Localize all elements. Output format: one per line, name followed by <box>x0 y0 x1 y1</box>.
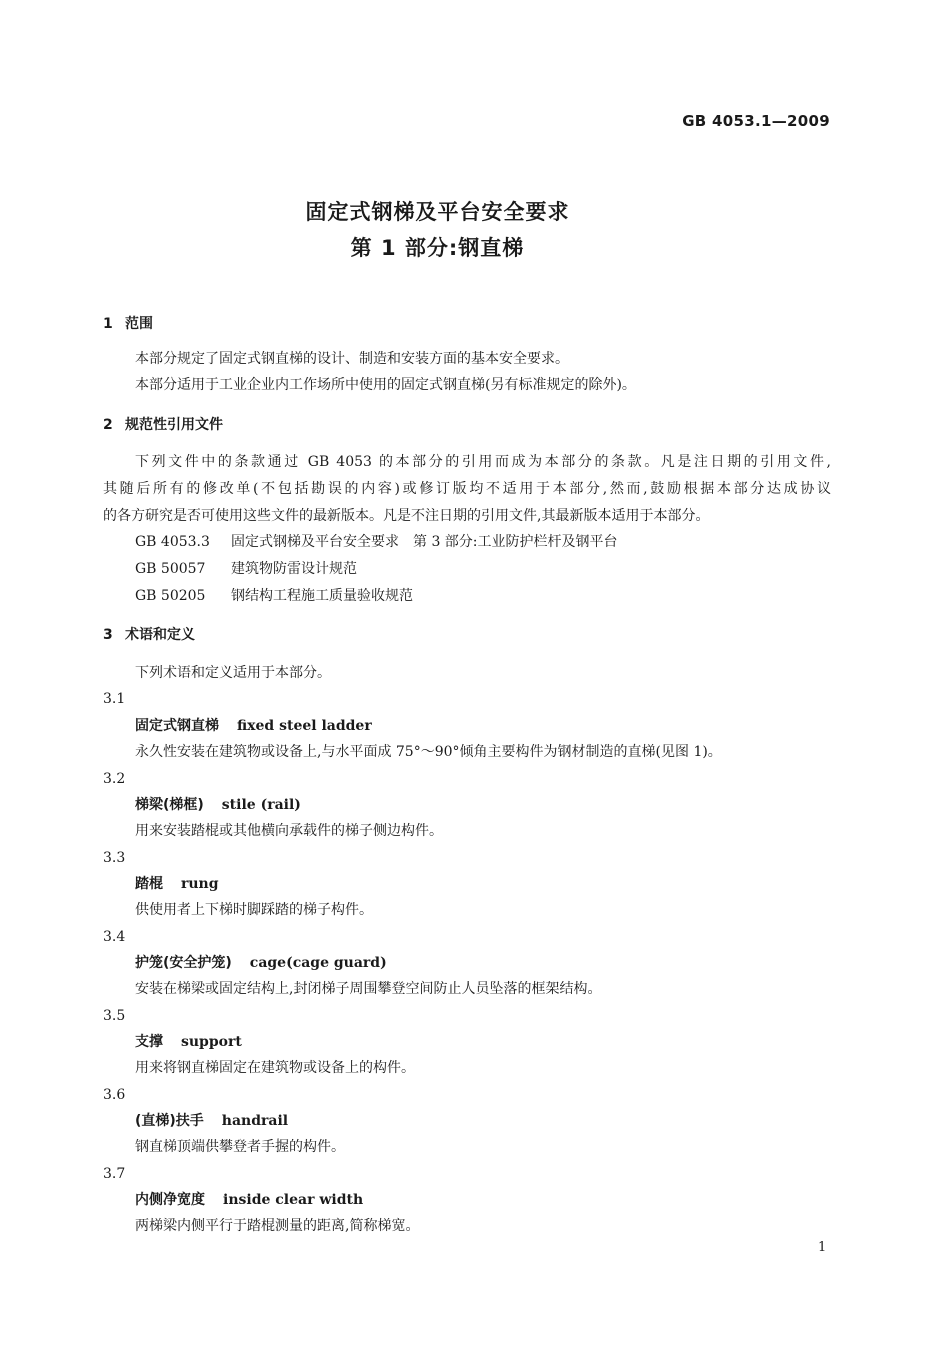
term-number: 3.7 <box>103 1166 126 1182</box>
term-definition: 供使用者上下梯时脚踩踏的梯子构件。 <box>135 902 373 918</box>
term-english: fixed steel ladder <box>237 718 372 734</box>
term-english: cage(cage guard) <box>249 955 387 971</box>
section-number: 3 <box>103 627 113 643</box>
term-chinese: 踏棍 <box>135 876 163 892</box>
term-number: 3.1 <box>103 691 126 707</box>
paragraph: 本部分规定了固定式钢直梯的设计、制造和安装方面的基本安全要求。 <box>135 351 569 367</box>
term-entry <box>135 717 372 735</box>
term-entry <box>135 1112 288 1130</box>
term-chinese: 支撑 <box>135 1034 163 1050</box>
reference-item <box>135 560 357 578</box>
term-number: 3.6 <box>103 1087 126 1103</box>
term-chinese: 固定式钢直梯 <box>135 718 219 734</box>
reference-title: 钢结构工程施工质量验收规范 <box>231 588 413 604</box>
term-entry <box>135 954 387 972</box>
term-definition: 用来将钢直梯固定在建筑物或设备上的构件。 <box>135 1060 415 1076</box>
term-english: inside clear width <box>223 1192 364 1208</box>
term-chinese: 护笼(安全护笼) <box>135 955 232 971</box>
document-subtitle: 第 1 部分:钢直梯 <box>350 236 525 260</box>
term-entry <box>135 796 301 814</box>
reference-title: 固定式钢梯及平台安全要求 第 3 部分:工业防护栏杆及钢平台 <box>231 534 618 550</box>
term-definition: 两梯梁内侧平行于踏棍测量的距离,简称梯宽。 <box>135 1218 420 1234</box>
term-english: handrail <box>221 1113 289 1129</box>
section-title: 术语和定义 <box>125 627 195 643</box>
standard-code: GB 4053.1—2009 <box>682 112 830 130</box>
reference-item <box>135 533 618 551</box>
reference-title: 建筑物防雷设计规范 <box>231 561 357 577</box>
term-entry <box>135 1033 242 1051</box>
term-number: 3.4 <box>103 929 126 945</box>
term-chinese: (直梯)扶手 <box>135 1113 204 1129</box>
term-english: stile (rail) <box>221 797 301 813</box>
paragraph: 本部分适用于工业企业内工作场所中使用的固定式钢直梯(另有标准规定的除外)。 <box>135 377 636 393</box>
section-heading-terms-definitions <box>103 626 195 644</box>
section-heading-normative-references <box>103 416 223 434</box>
reference-code: GB 50205 <box>135 588 206 604</box>
term-chinese: 梯梁(梯框) <box>135 797 204 813</box>
term-number: 3.2 <box>103 771 126 787</box>
paragraph-line: 下列文件中的条款通过 GB 4053 的本部分的引用而成为本部分的条款。凡是注日期的引用文件, <box>135 454 831 470</box>
reference-code: GB 50057 <box>135 561 206 577</box>
term-definition: 永久性安装在建筑物或设备上,与水平面成 75°～90°倾角主要构件为钢材制造的直梯(见图 1)。 <box>135 744 722 760</box>
paragraph-line: 的各方研究是否可使用这些文件的最新版本。凡是不注日期的引用文件,其最新版本适用于本部分。 <box>103 508 710 524</box>
page-number: 1 <box>818 1240 827 1255</box>
paragraph-line: 其随后所有的修改单(不包括勘误的内容)或修订版均不适用于本部分,然而,鼓励根据本部分达成协议 <box>103 481 831 497</box>
term-english: support <box>181 1034 242 1050</box>
term-chinese: 内侧净宽度 <box>135 1192 205 1208</box>
section-title: 范围 <box>125 316 153 332</box>
term-definition: 钢直梯顶端供攀登者手握的构件。 <box>135 1139 345 1155</box>
section-number: 2 <box>103 417 113 433</box>
reference-item <box>135 587 413 605</box>
document-title: 固定式钢梯及平台安全要求 <box>305 200 570 224</box>
paragraph: 下列术语和定义适用于本部分。 <box>135 665 331 681</box>
term-entry <box>135 875 219 893</box>
term-english: rung <box>181 876 219 892</box>
term-definition: 用来安装踏棍或其他横向承载件的梯子侧边构件。 <box>135 823 443 839</box>
section-heading-scope <box>103 315 153 333</box>
term-definition: 安装在梯梁或固定结构上,封闭梯子周围攀登空间防止人员坠落的框架结构。 <box>135 981 602 997</box>
term-number: 3.5 <box>103 1008 126 1024</box>
reference-code: GB 4053.3 <box>135 534 210 550</box>
term-entry <box>135 1191 363 1209</box>
term-number: 3.3 <box>103 850 126 866</box>
section-number: 1 <box>103 316 113 332</box>
section-title: 规范性引用文件 <box>125 417 223 433</box>
